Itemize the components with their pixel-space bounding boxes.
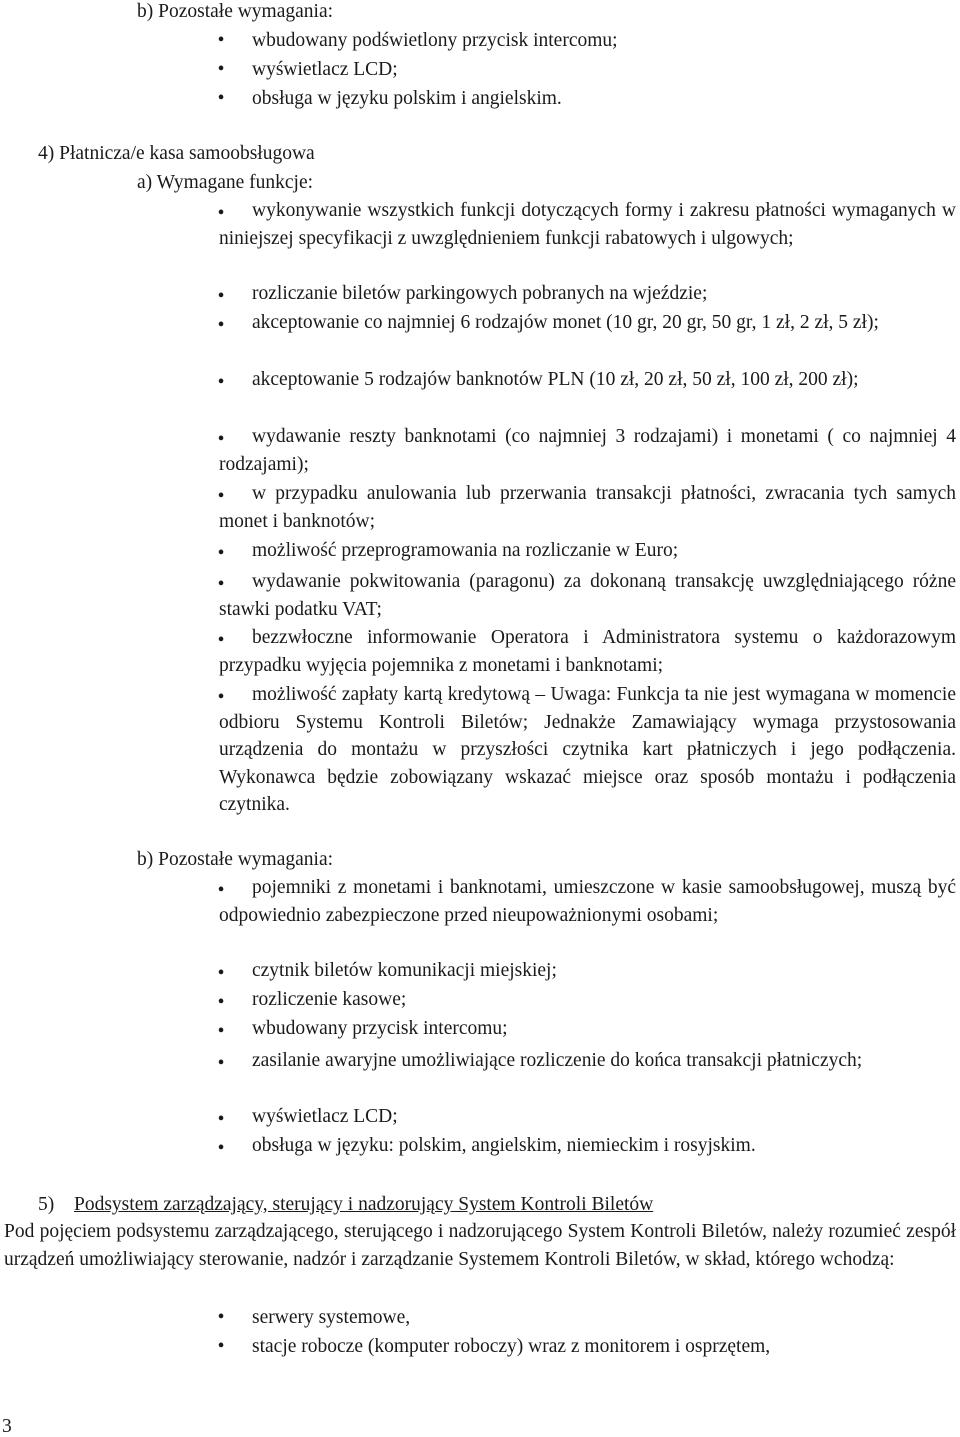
list-item: wyświetlacz LCD; [252,1106,398,1127]
bullet: • [217,1021,225,1042]
section-heading-4: 4) Płatnicza/e kasa samoobsługowa [38,143,315,164]
list-item: wbudowany przycisk intercomu; [252,1018,508,1039]
section-heading-5: Podsystem zarządzający, sterujący i nadzorujący System Kontroli Biletów [74,1194,654,1215]
bullet: • [217,372,225,393]
subsection-heading-a: a) Wymagane funkcje: [137,172,314,193]
bullet: • [217,1336,225,1357]
list-item: wyświetlacz LCD; [252,59,398,80]
bullet: • [217,963,225,984]
list-item: możliwość przeprogramowania na rozliczanie w Euro; [252,540,679,561]
bullet: • [217,630,225,651]
list-item: wykonywanie wszystkich funkcji dotyczących formy i zakresu płatności wymaganych w niniejszej specyfikacji z uwzględnieniem funkcji rabatowych i ulgowych; [219,200,956,249]
list-item: w przypadku anulowania lub przerwania transakcji płatności, zwracania tych samych monet i banknotów; [219,483,956,532]
bullet: • [217,429,225,450]
bullet: • [217,543,225,564]
page-number: 3 [2,1416,12,1437]
list-item: wydawanie reszty banknotami (co najmniej 3 rodzajami) i monetami ( co najmniej 4 rodzajami); [219,426,956,475]
list-item: pojemniki z monetami i banknotami, umieszczone w kasie samoobsługowej, muszą być odpowiednio zabezpieczone przed nieupoważnionymi osobami; [219,877,956,926]
bullet: • [217,203,225,224]
list-item: obsługa w języku polskim i angielskim. [252,88,562,109]
bullet: • [217,992,225,1013]
bullet: • [217,486,225,507]
list-item: wbudowany podświetlony przycisk intercomu; [252,30,618,51]
list-item: akceptowanie co najmniej 6 rodzajów monet (10 gr, 20 gr, 50 gr, 1 zł, 2 zł, 5 zł); [252,312,879,333]
bullet: • [217,1138,225,1159]
bullet: • [217,315,225,336]
section-intro-paragraph: Pod pojęciem podsystemu zarządzającego, sterującego i nadzorującego System Kontroli Biletów, należy rozumieć zespół urządzeń umożliwiający sterowanie, nadzór i zarządzanie Systemem Kontroli Biletów, w skład, którego wchodzą: [4,1221,956,1270]
bullet: • [217,1307,225,1328]
bullet: • [217,880,225,901]
list-item: obsługa w języku: polskim, angielskim, niemieckim i rosyjskim. [252,1135,756,1156]
list-item: bezzwłoczne informowanie Operatora i Administratora systemu o każdorazowym przypadku wyjęcia pojemnika z monetami i banknotami; [219,627,956,676]
list-item: rozliczenie kasowe; [252,989,407,1010]
bullet: • [217,1053,225,1074]
bullet: • [217,59,225,80]
list-item: zasilanie awaryjne umożliwiające rozliczenie do końca transakcji płatniczych; [252,1050,863,1071]
bullet: • [217,88,225,109]
bullet: • [217,687,225,708]
subsection-heading-b: b) Pozostałe wymagania: [137,849,334,870]
list-item: akceptowanie 5 rodzajów banknotów PLN (10 zł, 20 zł, 50 zł, 100 zł, 200 zł); [252,369,859,390]
section-number-5: 5) [38,1194,55,1215]
list-item: stacje robocze (komputer roboczy) wraz z monitorem i osprzętem, [252,1336,771,1357]
bullet: • [217,574,225,595]
list-item: wydawanie pokwitowania (paragonu) za dokonaną transakcję uwzględniającego różne stawki podatku VAT; [219,571,956,620]
bullet: • [217,1109,225,1130]
list-item: możliwość zapłaty kartą kredytową – Uwaga: Funkcja ta nie jest wymagana w momencie odbioru Systemu Kontroli Biletów; Jednakże Zamawiający wymaga przystosowania urządzenia do montażu w przyszłości czytnika kart płatniczych i jego podłączenia. Wykonawca będzie zobowiązany wskazać miejsce oraz sposób montażu i podłączenia czytnika. [219,684,956,816]
list-item: rozliczanie biletów parkingowych pobranych na wjeździe; [252,283,708,304]
bullet: • [217,286,225,307]
section-heading-b-top: b) Pozostałe wymagania: [137,1,334,22]
list-item: serwery systemowe, [252,1307,411,1328]
list-item: czytnik biletów komunikacji miejskiej; [252,960,557,981]
bullet: • [217,30,225,51]
